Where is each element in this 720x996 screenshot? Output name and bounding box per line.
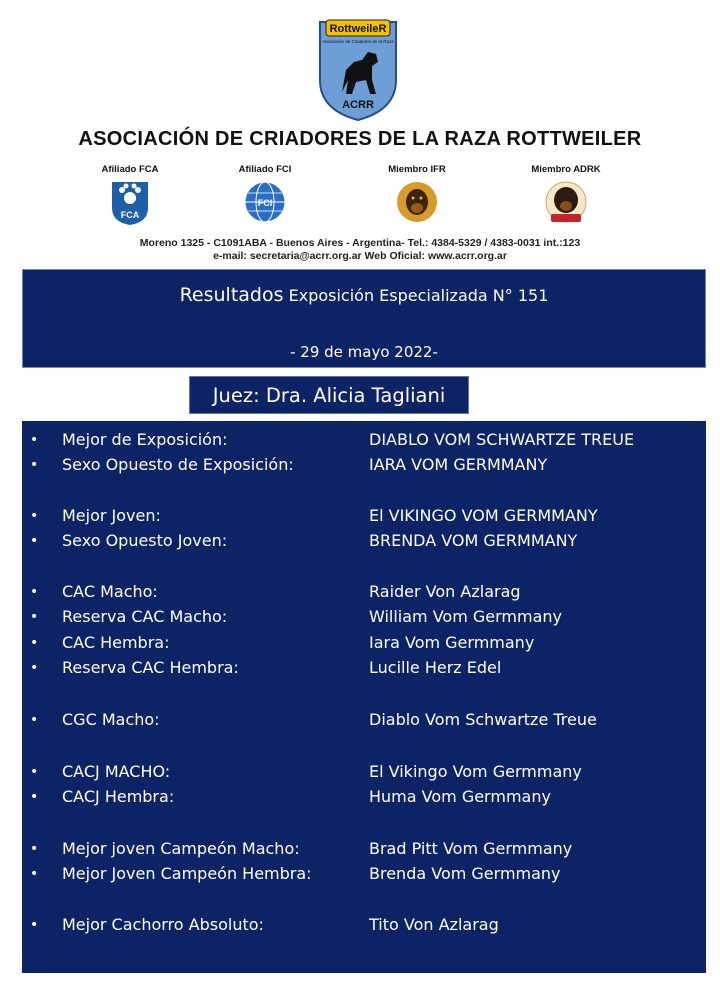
bullet: • xyxy=(30,841,39,857)
logo-sub-text: Asociación de Criadores de la Raza xyxy=(322,39,394,44)
bullet: • xyxy=(30,508,39,524)
bullet: • xyxy=(30,609,39,625)
judge-label: Juez: Dra. Alicia Tagliani xyxy=(189,376,469,414)
fca-badge-icon xyxy=(110,180,150,226)
adrk-dog-icon xyxy=(541,180,591,226)
result-winner: Diablo Vom Schwartze Treue xyxy=(369,710,597,729)
banner-title xyxy=(23,284,705,306)
result-category: Mejor Joven Campeón Hembra: xyxy=(62,864,312,883)
result-category: Mejor de Exposición: xyxy=(62,430,228,449)
result-category: CGC Macho: xyxy=(62,710,160,729)
result-row xyxy=(22,505,706,527)
bullet: • xyxy=(30,660,39,676)
bullet: • xyxy=(30,789,39,805)
fci-badge-text: FCI xyxy=(257,198,273,208)
bullet: • xyxy=(30,917,39,933)
result-winner: Brenda Vom Germmany xyxy=(369,864,561,883)
result-row xyxy=(22,786,706,808)
affiliation-label: Afiliado FCI xyxy=(238,164,292,175)
result-category: Mejor joven Campeón Macho: xyxy=(62,839,300,858)
affiliation-label: Afiliado FCA xyxy=(101,164,159,175)
result-row xyxy=(22,709,706,731)
bullet: • xyxy=(30,764,39,780)
result-winner: Raider Von Azlarag xyxy=(369,582,521,601)
bullet: • xyxy=(30,712,39,728)
fca-badge-text: FCA xyxy=(120,210,140,220)
result-category: Reserva CAC Hembra: xyxy=(62,658,239,677)
result-winner: BRENDA VOM GERMMANY xyxy=(369,531,578,550)
bullet: • xyxy=(30,432,39,448)
results-banner xyxy=(22,269,706,368)
result-category: Mejor Joven: xyxy=(62,506,161,525)
result-row xyxy=(22,761,706,783)
bullet: • xyxy=(30,866,39,882)
result-row xyxy=(22,863,706,885)
bullet: • xyxy=(30,635,39,651)
result-winner: Brad Pitt Vom Germmany xyxy=(369,839,573,858)
banner-date: - 29 de mayo 2022- xyxy=(290,343,438,361)
affiliation-fci xyxy=(220,164,310,224)
address-line: Moreno 1325 - C1091ABA - Buenos Aires - Argentina- Tel.: 4384-5329 / 4383-0031 int.:123 xyxy=(139,237,581,249)
contact-line: e-mail: secretaria@acrr.org.ar Web Oficial: www.acrr.org.ar xyxy=(213,250,507,262)
result-winner: Lucille Herz Edel xyxy=(369,658,502,677)
acrr-logo xyxy=(316,18,400,122)
result-winner: Tito Von Azlarag xyxy=(369,915,499,934)
result-category: Sexo Opuesto de Exposición: xyxy=(62,455,294,474)
result-row xyxy=(22,632,706,654)
result-winner: Huma Vom Germmany xyxy=(369,787,551,806)
result-category: Mejor Cachorro Absoluto: xyxy=(62,915,264,934)
result-row xyxy=(22,429,706,451)
logo-top-text: RottweileR xyxy=(329,23,387,35)
result-row xyxy=(22,581,706,603)
result-category: CACJ MACHO: xyxy=(62,762,171,781)
org-name: ASOCIACIÓN DE CRIADORES DE LA RAZA ROTTWEILER xyxy=(78,128,642,150)
result-row xyxy=(22,838,706,860)
result-category: CAC Macho: xyxy=(62,582,158,601)
result-winner: El VIKINGO VOM GERMMANY xyxy=(369,506,598,525)
bullet: • xyxy=(30,584,39,600)
result-row xyxy=(22,454,706,476)
affiliation-label: Miembro ADRK xyxy=(531,164,601,175)
banner-title-rest: Exposición Especializada N° 151 xyxy=(288,286,549,305)
bullet: • xyxy=(30,457,39,473)
result-winner: El Vikingo Vom Germmany xyxy=(369,762,582,781)
result-winner: DIABLO VOM SCHWARTZE TREUE xyxy=(369,430,635,449)
result-category: Reserva CAC Macho: xyxy=(62,607,228,626)
bullet: • xyxy=(30,533,39,549)
affiliation-adrk xyxy=(521,164,611,226)
result-winner: Iara Vom Germmany xyxy=(369,633,535,652)
result-row xyxy=(22,530,706,552)
result-category: CAC Hembra: xyxy=(62,633,170,652)
logo-bottom-text: ACRR xyxy=(342,99,374,111)
ifr-dog-head-icon xyxy=(392,180,442,224)
result-row xyxy=(22,606,706,628)
banner-title-main: Resultados xyxy=(179,284,284,306)
result-row xyxy=(22,657,706,679)
result-winner: IARA VOM GERMMANY xyxy=(369,455,548,474)
result-row xyxy=(22,914,706,936)
affiliation-fca xyxy=(85,164,175,226)
results-panel xyxy=(22,421,706,973)
result-category: CACJ Hembra: xyxy=(62,787,175,806)
fci-globe-icon xyxy=(243,180,287,224)
result-winner: William Vom Germmany xyxy=(369,607,563,626)
affiliation-label: Miembro IFR xyxy=(388,164,446,175)
result-category: Sexo Opuesto Joven: xyxy=(62,531,228,550)
affiliation-ifr xyxy=(372,164,462,224)
